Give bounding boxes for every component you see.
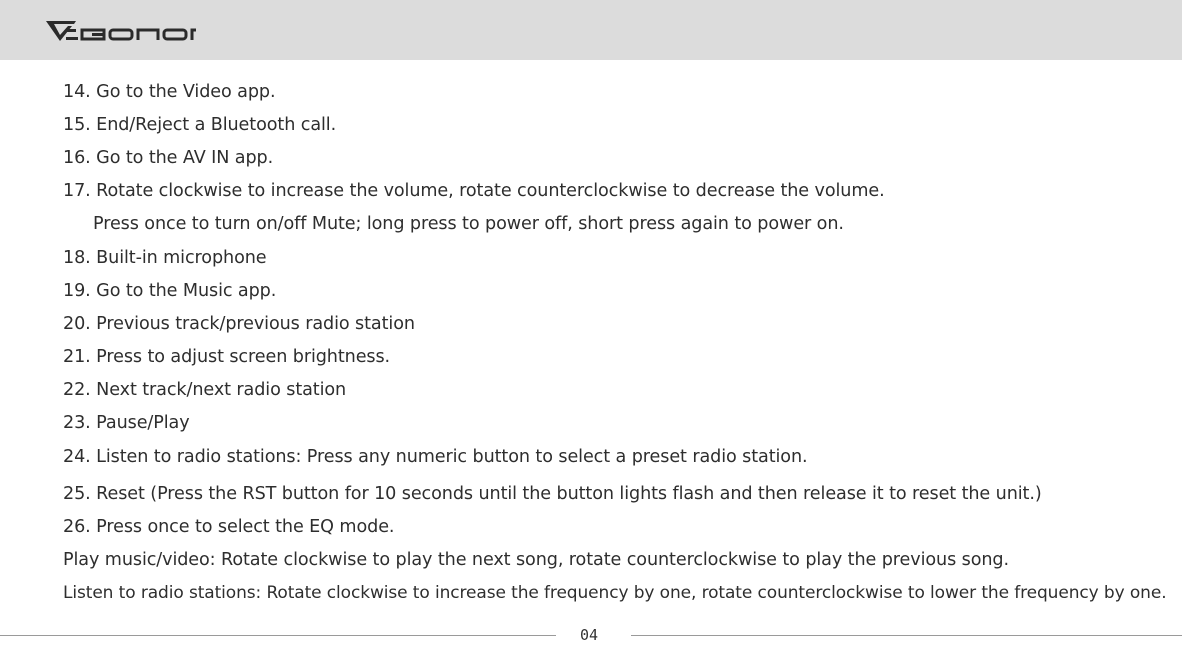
list-item: 17. Rotate clockwise to increase the volume, rotate counterclockwise to decrease the volume. [63, 181, 885, 201]
footer-divider-left [0, 635, 556, 636]
list-item: 14. Go to the Video app. [63, 82, 276, 102]
list-item: 19. Go to the Music app. [63, 281, 277, 301]
list-item: 22. Next track/next radio station [63, 380, 347, 400]
list-item: 15. End/Reject a Bluetooth call. [63, 115, 337, 135]
list-item-continuation: Press once to turn on/off Mute; long press to power off, short press again to power on. [93, 214, 844, 234]
footer-divider-right [631, 635, 1182, 636]
list-item: 23. Pause/Play [63, 413, 190, 433]
list-item: 26. Press once to select the EQ mode. [63, 517, 395, 537]
list-item: 18. Built-in microphone [63, 248, 267, 268]
list-item: 21. Press to adjust screen brightness. [63, 347, 391, 367]
page-number: 04 [579, 626, 599, 644]
list-item: 24. Listen to radio stations: Press any numeric button to select a preset radio station. [63, 447, 808, 467]
list-item: Listen to radio stations: Rotate clockwise to increase the frequency by one, rotate counterclockwise to lower the frequency by one. [63, 583, 1167, 603]
list-item: 16. Go to the AV IN app. [63, 148, 274, 168]
list-item: 25. Reset (Press the RST button for 10 seconds until the button lights flash and then release it to reset the unit.) [63, 484, 1042, 504]
list-item: 20. Previous track/previous radio station [63, 314, 415, 334]
list-item: Play music/video: Rotate clockwise to play the next song, rotate counterclockwise to play the previous song. [63, 550, 1009, 570]
